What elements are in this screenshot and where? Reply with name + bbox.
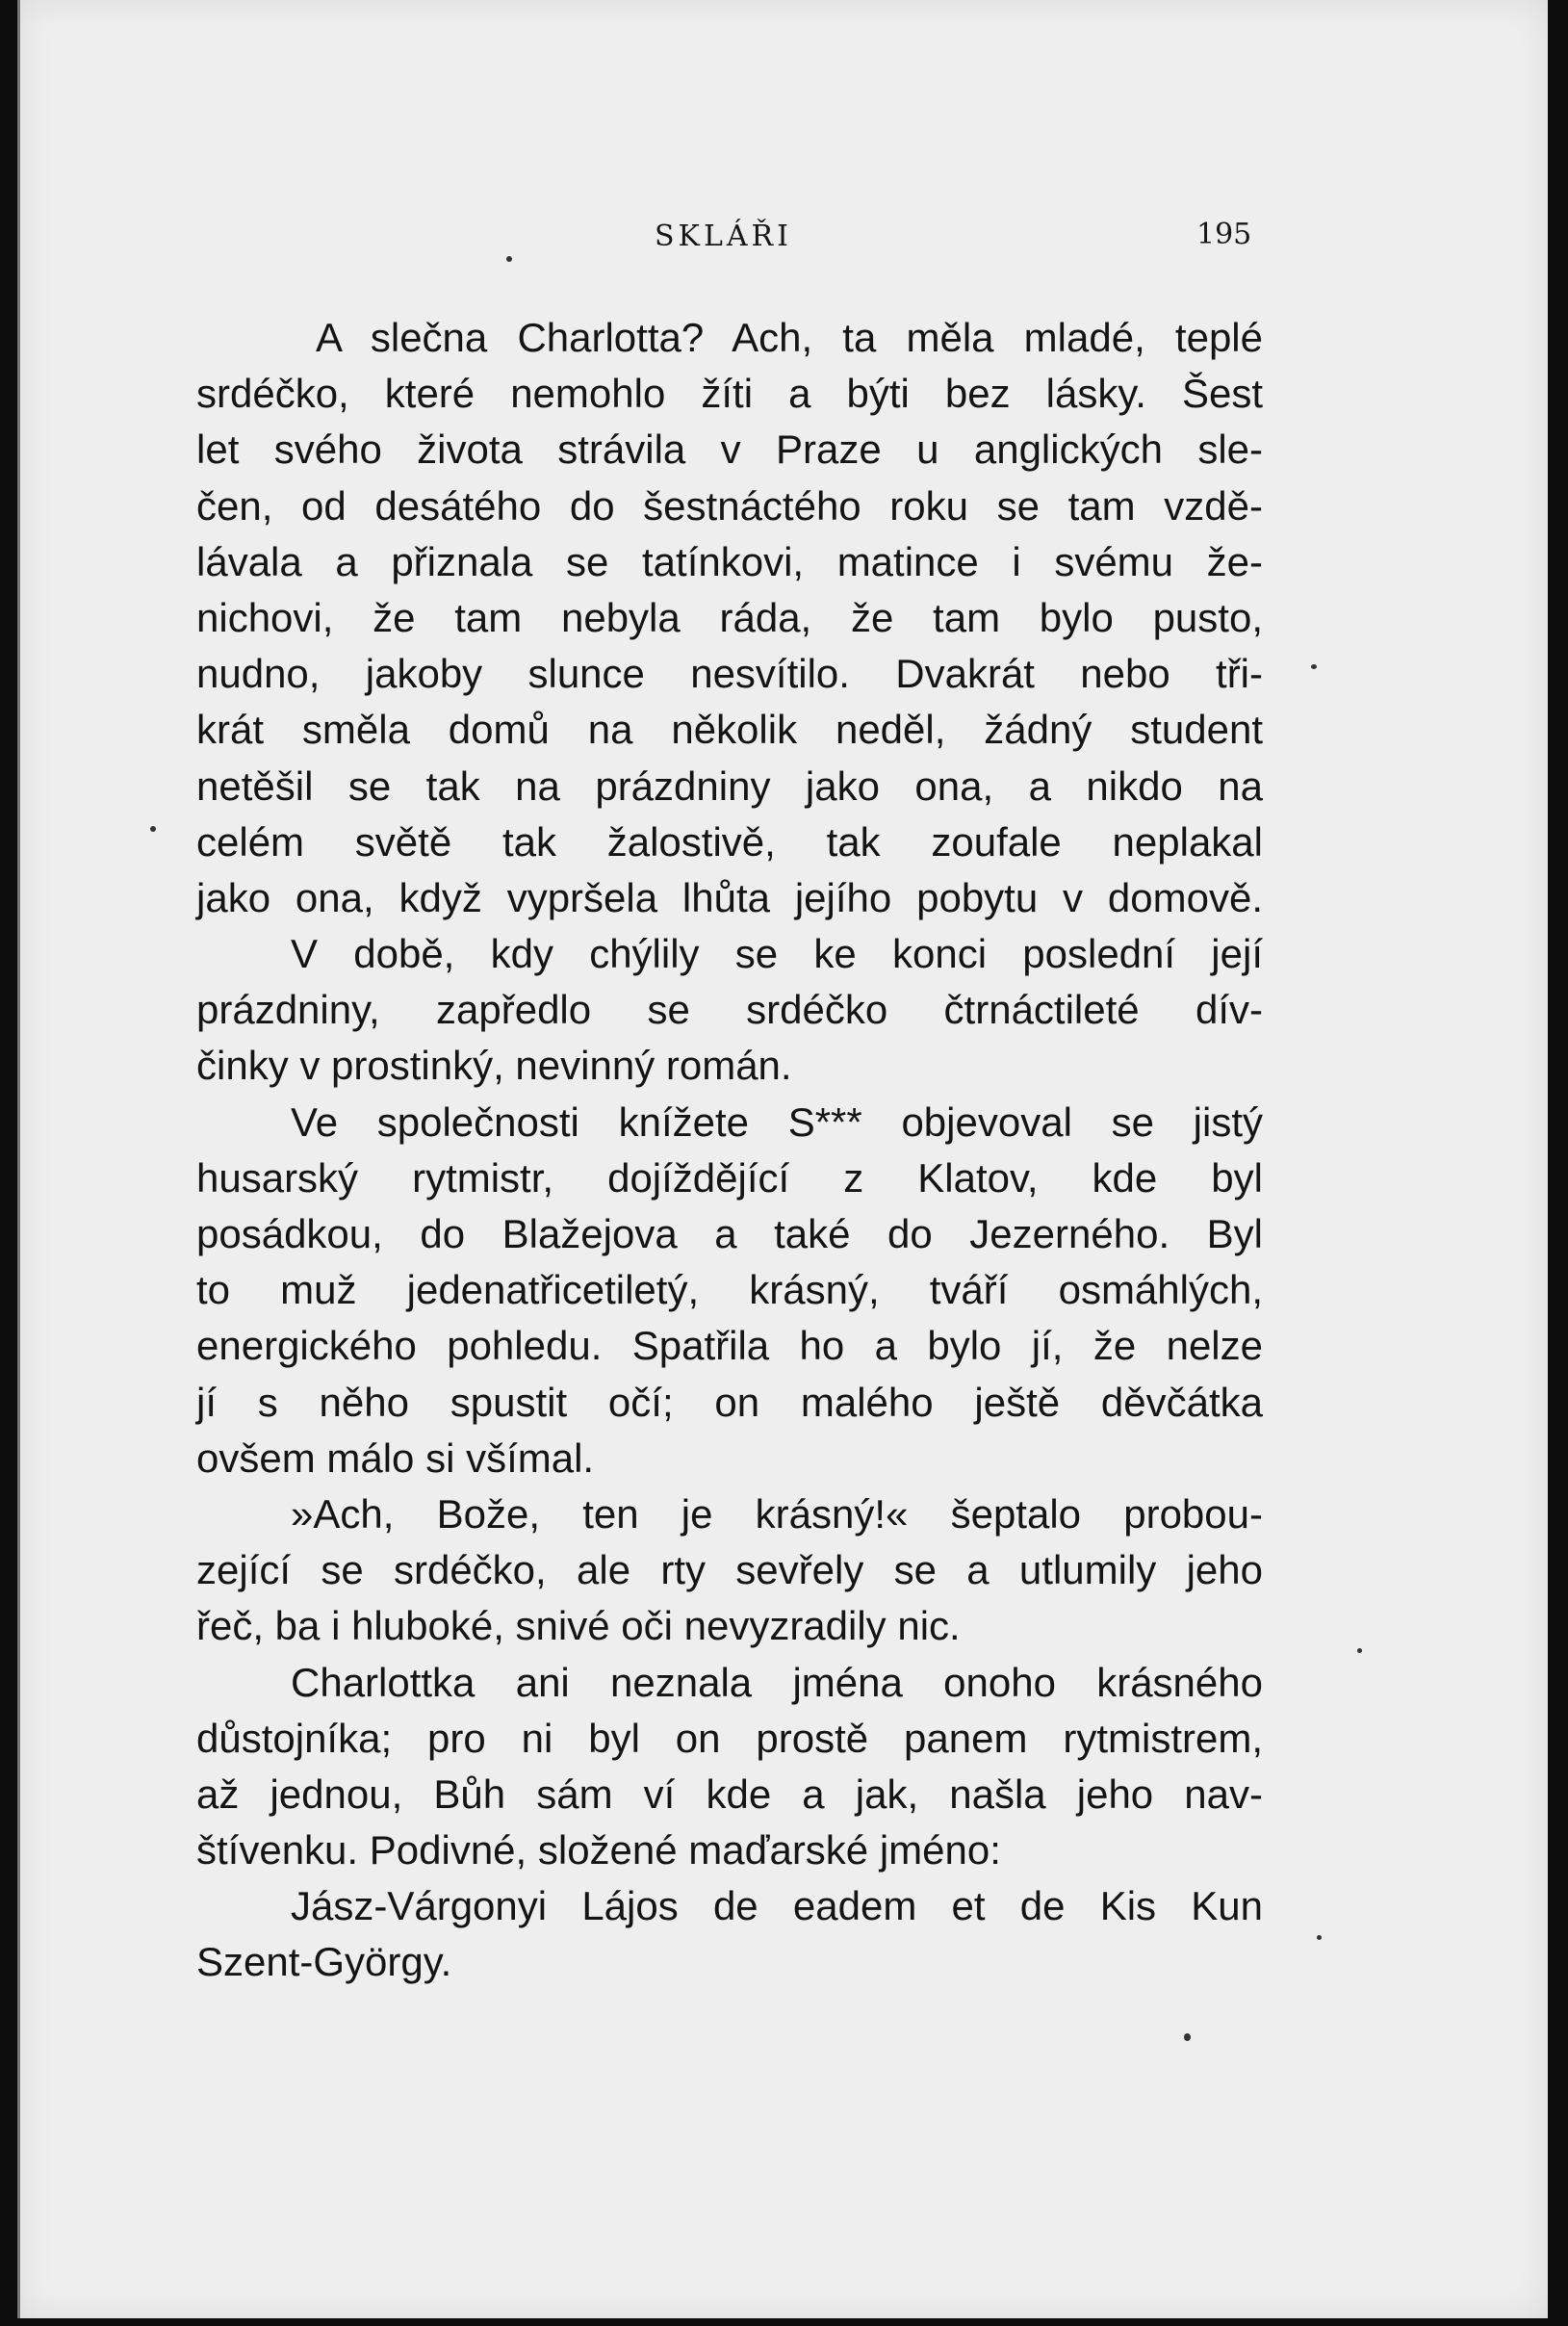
text-line: zející se srdéčko, ale rty sevřely se a utlumily jeho — [196, 1547, 1263, 1593]
text-line: Charlottka ani neznala jména onoho krásného — [291, 1659, 1263, 1705]
text-line: »Ach, Bože, ten je krásný!« šeptalo probou- — [291, 1490, 1263, 1537]
text-line: činky v prostinký, nevinný román. — [196, 1043, 792, 1089]
text-line: nichovi, že tam nebyla ráda, že tam bylo pusto, — [196, 594, 1263, 640]
text-line: až jednou, Bůh sám ví kde a jak, našla jeho nav- — [196, 1770, 1263, 1817]
text-line: Ve společnosti knížete S*** objevoval se jistý — [291, 1098, 1263, 1145]
text-line: netěšil se tak na prázdniny jako ona, a nikdo na — [196, 762, 1263, 809]
book-page — [17, 0, 1548, 2318]
body-text — [196, 310, 1263, 1991]
text-line: srdéčko, které nemohlo žíti a býti bez lásky. Šest — [196, 371, 1263, 417]
page-edge-line — [17, 0, 20, 2318]
text-line: Szent-György. — [196, 1939, 452, 1985]
page-number: 195 — [1196, 218, 1252, 251]
dust-speck — [506, 256, 512, 262]
text-line: jí s něho spustit očí; on malého ještě děvčátka — [196, 1379, 1263, 1425]
dust-speck — [150, 826, 156, 832]
text-line: důstojníka; pro ni byl on prostě panem rytmistrem, — [196, 1715, 1263, 1761]
page-header — [17, 220, 1548, 277]
text-line: posádkou, do Blažejova a také do Jezerného. Byl — [196, 1211, 1263, 1256]
text-line: prázdniny, zapředlo se srdéčko čtrnáctileté dív- — [196, 987, 1263, 1033]
running-head: SKLÁŘI — [655, 220, 792, 253]
text-line: štívenku. Podivné, složené maďarské jméno: — [196, 1827, 1001, 1874]
text-line: Jász-Várgonyi Lájos de eadem et de Kis Kun — [291, 1883, 1263, 1929]
text-line: energického pohledu. Spatřila ho a bylo jí, že nelze — [196, 1323, 1263, 1369]
text-line: husarský rytmistr, dojíždějící z Klatov, kde byl — [196, 1154, 1263, 1201]
dust-speck — [1317, 1935, 1322, 1940]
dust-speck — [1357, 1648, 1362, 1653]
text-line: řeč, ba i hluboké, snivé oči nevyzradily nic. — [196, 1603, 961, 1649]
text-line: to muž jedenatřicetiletý, krásný, tváří osmáhlých, — [196, 1267, 1263, 1313]
text-line: celém světě tak žalostivě, tak zoufale neplakal — [196, 818, 1263, 865]
text-line: jako ona, když vypršela lhůta jejího pobytu v domově. — [196, 874, 1263, 920]
text-line: lávala a přiznala se tatínkovi, matince i svému že- — [196, 538, 1263, 584]
text-line: krát směla domů na několik neděl, žádný student — [196, 707, 1263, 753]
text-line: let svého života strávila v Praze u anglických sle- — [196, 426, 1263, 473]
text-line: V době, kdy chýlily se ke konci poslední její — [291, 931, 1263, 977]
text-line: nudno, jakoby slunce nesvítilo. Dvakrát nebo tři- — [196, 651, 1263, 697]
text-line: čen, od desátého do šestnáctého roku se tam vzdě- — [196, 482, 1263, 529]
text-line: ovšem málo si všímal. — [196, 1434, 595, 1481]
text-line: A slečna Charlotta? Ach, ta měla mladé, teplé — [316, 315, 1263, 360]
dust-speck — [1311, 664, 1317, 669]
dust-speck — [1184, 2033, 1191, 2041]
